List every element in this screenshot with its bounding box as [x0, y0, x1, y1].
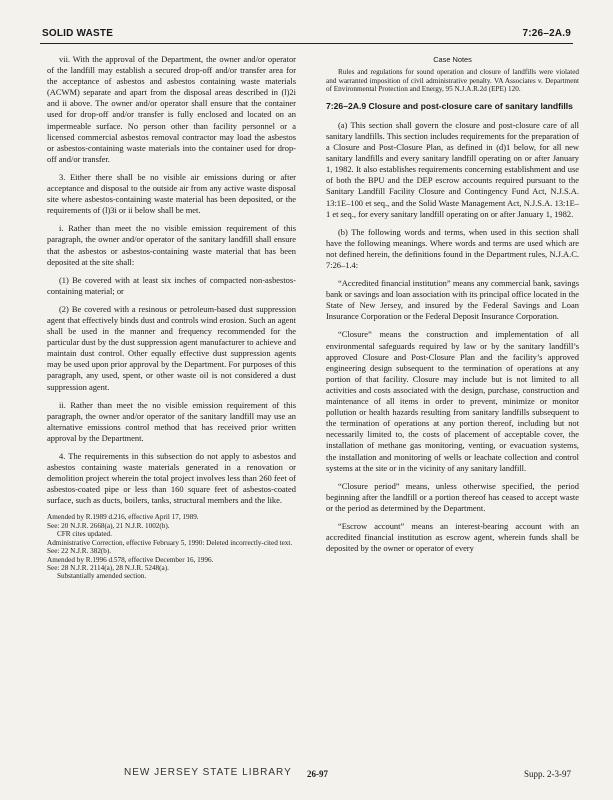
history-line: Amended by R.1996 d.578, effective December 16, 1996. [47, 555, 214, 564]
paragraph-4: 4. The requirements in this subsection do not apply to asbestos and asbestos containing waste materials generated in a renovation or demolition project wherein the total project involves less than 260 feet of asbestos-coated pipe or less than 160 square feet of asbestos-coated surface, such as ducts, boilers, tanks, structural members and the like. [47, 451, 296, 506]
history-line: See: 28 N.J.R. 2114(a), 28 N.J.R. 5248(a). [47, 563, 169, 572]
paragraph-3-i: i. Rather than meet the no visible emission requirement of this paragraph, the owner and/or operator of the sanitary landfill shall ensure that the asbestos or asbestos-containing waste material that has been deposited at the site shall: [47, 223, 296, 267]
paragraph-b: (b) The following words and terms, when used in this section shall have the following meanings. Where words and terms are used which are not defined herein, the definitions found in the Department rules, N.J.A.C. 7:26–1.4: [326, 226, 579, 270]
history-line: See: 20 N.J.R. 2668(a), 21 N.J.R. 1002(b). [47, 521, 170, 530]
history-notes [47, 513, 296, 580]
supplement-date: Supp. 2-3-97 [524, 769, 571, 779]
right-column [326, 54, 579, 561]
paragraph-3-ii: ii. Rather than meet the no visible emission requirement of this paragraph, the owner and/or operator of the sanitary landfill may use an alternative emissions control method that has received prior written approval by the Department. [47, 399, 296, 443]
history-line: Amended by R.1989 d.216, effective April 17, 1989. [47, 513, 199, 522]
history-line: CFR cites updated. [57, 530, 112, 539]
header-section-number: 7:26–2A.9 [522, 28, 571, 39]
case-notes-text: Rules and regulations for sound operation and closure of landfills were violated and warranted imposition of civil administrative penalty. VA Associates v. Department of Environmental Protection and Energy, 95 N.J.A.R.2d (EPE) 120. [326, 68, 579, 94]
paragraph-a: (a) This section shall govern the closure and post-closure care of all sanitary landfills. This section includes requirements for the preparation of a Closure and Post-Closure Plan, as defined in (d)1 below, for all new sanitary landfills and every sanitary landfill operating on or after January 1, 1982. It also establishes requirements concerning establishment and use of both the BPU and the DEP escrow accounts required pursuant to the Sanitary Landfill Facility Closure and Contingency Fund Act, N.J.S.A. 13:1E–100 et seq., and the Solid Waste Management Act, N.J.S.A. 13:1E–1 et seq., for every sanitary landfill operating on or after January 1, 1982. [326, 119, 579, 219]
header-title: SOLID WASTE [42, 28, 114, 39]
library-stamp: NEW JERSEY STATE LIBRARY [124, 767, 292, 778]
definition-accredited-financial-institution: “Accredited financial institution” means any commercial bank, savings bank or savings and loan association with its principal office located in the State of New Jersey, and insured by the Federal Savings and Loan Insurance Corporation or the Federal Deposit Insurance Corporation. [326, 278, 579, 322]
section-heading: 7:26–2A.9 Closure and post-closure care of sanitary landfills [326, 100, 573, 111]
paragraph-vii: vii. With the approval of the Department, the owner and/or operator of the landfill may establish a secured drop-off and/or transfer area for the acceptance of asbestos and asbestos containing waste materials (ACWM) separate and apart from the disposal areas described in (l)2i and ii above. The owner and/or operator shall ensure that the container used for drop-off and/or transfer is fully enclosed and located on an impermeable surface. No person other than facility personnel or a licensed commercial asbestos removal contractor may load the asbestos or asbestos-containing waste materials into the container used for drop-off and/or transfer. [47, 54, 296, 164]
paragraph-3-i-1: (1) Be covered with at least six inches of compacted non-asbestos-containing material; or [47, 274, 296, 296]
header-rule [40, 43, 573, 44]
paragraph-3: 3. Either there shall be no visible air emissions during or after acceptance and disposal to the outside air from any active waste disposal site where asbestos-containing waste material has been deposited, or the requirements of (l)3i or ii below shall be met. [47, 171, 296, 216]
running-header [42, 28, 571, 42]
case-notes-title: Case Notes [433, 55, 472, 64]
page-footer [42, 769, 571, 783]
left-column [47, 54, 296, 581]
history-line: Substantially amended section. [57, 572, 147, 581]
definition-closure-period: “Closure period” means, unless otherwise specified, the period beginning after the landfill or a portion thereof has ceased to accept waste or the period as determined by the Department. [326, 480, 579, 513]
definition-escrow-account: “Escrow account” means an interest-bearing account with an accredited financial institution as escrow agent, wherein funds shall be deposited by the owner or operator of every [326, 520, 579, 554]
history-line: See: 22 N.J.R. 382(b). [47, 547, 112, 556]
definition-closure: “Closure” means the construction and implementation of all environmental safeguards required by law or by the sanitary landfill’s approved Closure and Post-Closure Plan and the facility’s approved engineering design subsequent to the termination of operations at any portion of that facility. Closure may include but is not limited to all activities and costs associated with the design, purchase, construction and maintenance of all items in order to prevent, minimize or monitor pollution or health hazards resulting from sanitary landfills subsequent to the termination of operations at any portion thereof, including but not necessarily limited to, the costs of placement of acceptable cover, the installation of methane gas monitoring, venting, or evacuation systems, the installation and monitoring of wells or leachate collection and control systems at the site or in the vicinity of any sanitary landfill. [326, 329, 579, 473]
history-line: Administrative Correction, effective February 5, 1990: Deleted incorrectly-cited text. [47, 538, 293, 547]
page-number: 26-97 [307, 769, 328, 779]
paragraph-3-i-2: (2) Be covered with a resinous or petroleum-based dust suppression agent that effectively binds dust and controls wind erosion. Such an agent shall be used in the manner and frequency recommended for the particular dust by the dust suppression agent manufacturer to achieve and maintain dust control. Other equally effective dust suppression agents may be used upon prior approval by the Department. For purposes of this paragraph, any used, spent, or other waste oil is not considered a dust suppression agent. [47, 303, 296, 392]
